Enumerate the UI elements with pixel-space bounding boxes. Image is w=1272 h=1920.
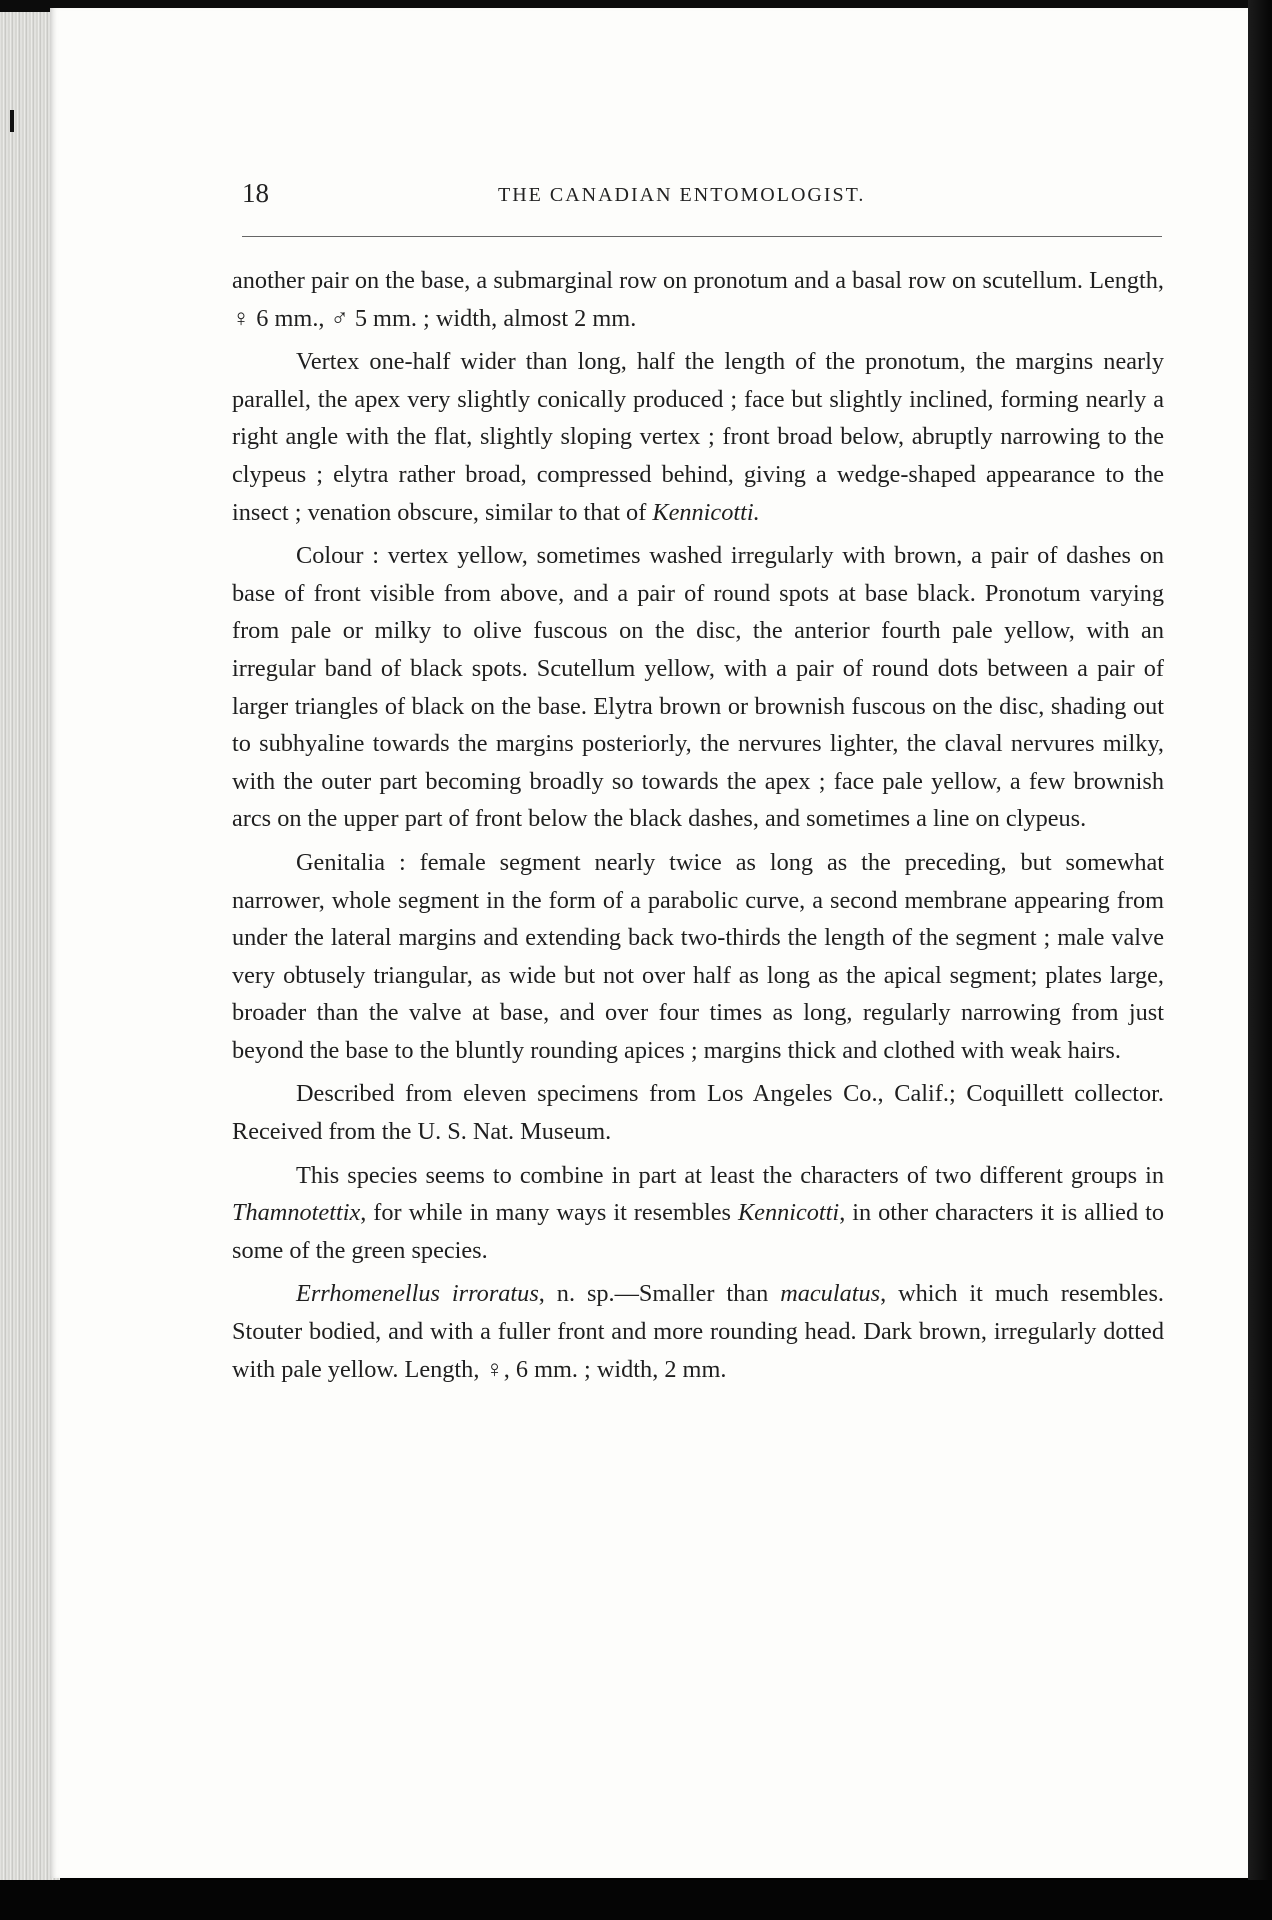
italic-text: Kennicotti bbox=[737, 1199, 840, 1227]
text-run: , for while in many ways it resembles bbox=[360, 1199, 738, 1227]
italic-text: Thamnotettix bbox=[232, 1199, 361, 1227]
text-run: This species seems to combine in part at least the characters of two different groups in bbox=[296, 1161, 1164, 1189]
body-text bbox=[232, 262, 1164, 1394]
page-number: 18 bbox=[242, 178, 269, 208]
italic-text: maculatus bbox=[780, 1280, 881, 1308]
text-run: Genitalia : female segment nearly twice as long as the preceding, but somewhat narrower, whole segment in the form of a parabolic curve, a second membrane appearing from under the lateral margins and extending back two-thirds the length of the segment ; male valve very obtusely triangular, as wide but not over half as long as the apical segment; plates large, broader than the valve at base, and over four times as long, regularly narrowing from just beyond the base to the bluntly rounding apices ; margins thick and clothed with weak hairs. bbox=[232, 848, 1164, 1064]
scan-border-bottom bbox=[0, 1880, 1272, 1920]
paragraph bbox=[232, 343, 1164, 531]
paragraph bbox=[232, 844, 1164, 1070]
paragraph bbox=[232, 1075, 1164, 1150]
paragraph bbox=[232, 537, 1164, 838]
scan-border-right bbox=[1248, 0, 1272, 1920]
text-run: , which it much resembles. Stouter bodied, and with a fuller front and more rounding head. Dark brown, irregularly dotted with pale yellow. Length, ♀, 6 mm. ; width, 2 mm. bbox=[232, 1280, 1164, 1383]
paragraph bbox=[232, 262, 1164, 337]
page-header bbox=[242, 178, 1162, 218]
italic-text: Kennicotti. bbox=[652, 498, 760, 526]
text-run: , in other characters it is allied to some of the green species. bbox=[232, 1199, 1164, 1264]
text-run: Colour : vertex yellow, sometimes washed irregularly with brown, a pair of dashes on base of front visible from above, and a pair of round spots at base black. Pronotum varying from pale or milky to olive fuscous on the disc, the anterior fourth pale yellow, with an irregular band of black spots. Scutellum yellow, with a pair of round dots between a pair of larger triangles of black on the base. Elytra brown or brownish fuscous on the disc, shading out to subhyaline towards the margins posteriorly, the nervures lighter, the claval nervures milky, with the outer part becoming broadly so towards the apex ; face pale yellow, a few brownish arcs on the upper part of front below the black dashes, and sometimes a line on clypeus. bbox=[232, 542, 1164, 833]
text-run: another pair on the base, a submarginal row on pronotum and a basal row on scutellum. Length, ♀ 6 mm., ♂ 5 mm. ; width, almost 2 mm. bbox=[232, 267, 1164, 332]
text-run: Described from eleven specimens from Los Angeles Co., Calif.; Coquillett collector. Received from the U. S. Nat. Museum. bbox=[232, 1080, 1164, 1146]
paragraph bbox=[232, 1275, 1164, 1388]
paragraph bbox=[232, 1157, 1164, 1270]
scan-mark bbox=[10, 110, 14, 132]
running-title: THE CANADIAN ENTOMOLOGIST. bbox=[498, 184, 866, 206]
italic-text: Errhomenellus irroratus bbox=[296, 1280, 539, 1308]
header-rule bbox=[242, 236, 1162, 237]
text-run: Vertex one-half wider than long, half the length of the pronotum, the margins nearly parallel, the apex very slightly conically produced ; face but slightly inclined, forming nearly a right angle with the flat, slightly sloping vertex ; front broad below, abruptly narrowing to the clypeus ; elytra rather broad, compressed behind, giving a wedge-shaped appearance to the insect ; venation obscure, similar to that of bbox=[232, 348, 1164, 526]
text-run: , n. sp.—Smaller than bbox=[538, 1280, 781, 1308]
